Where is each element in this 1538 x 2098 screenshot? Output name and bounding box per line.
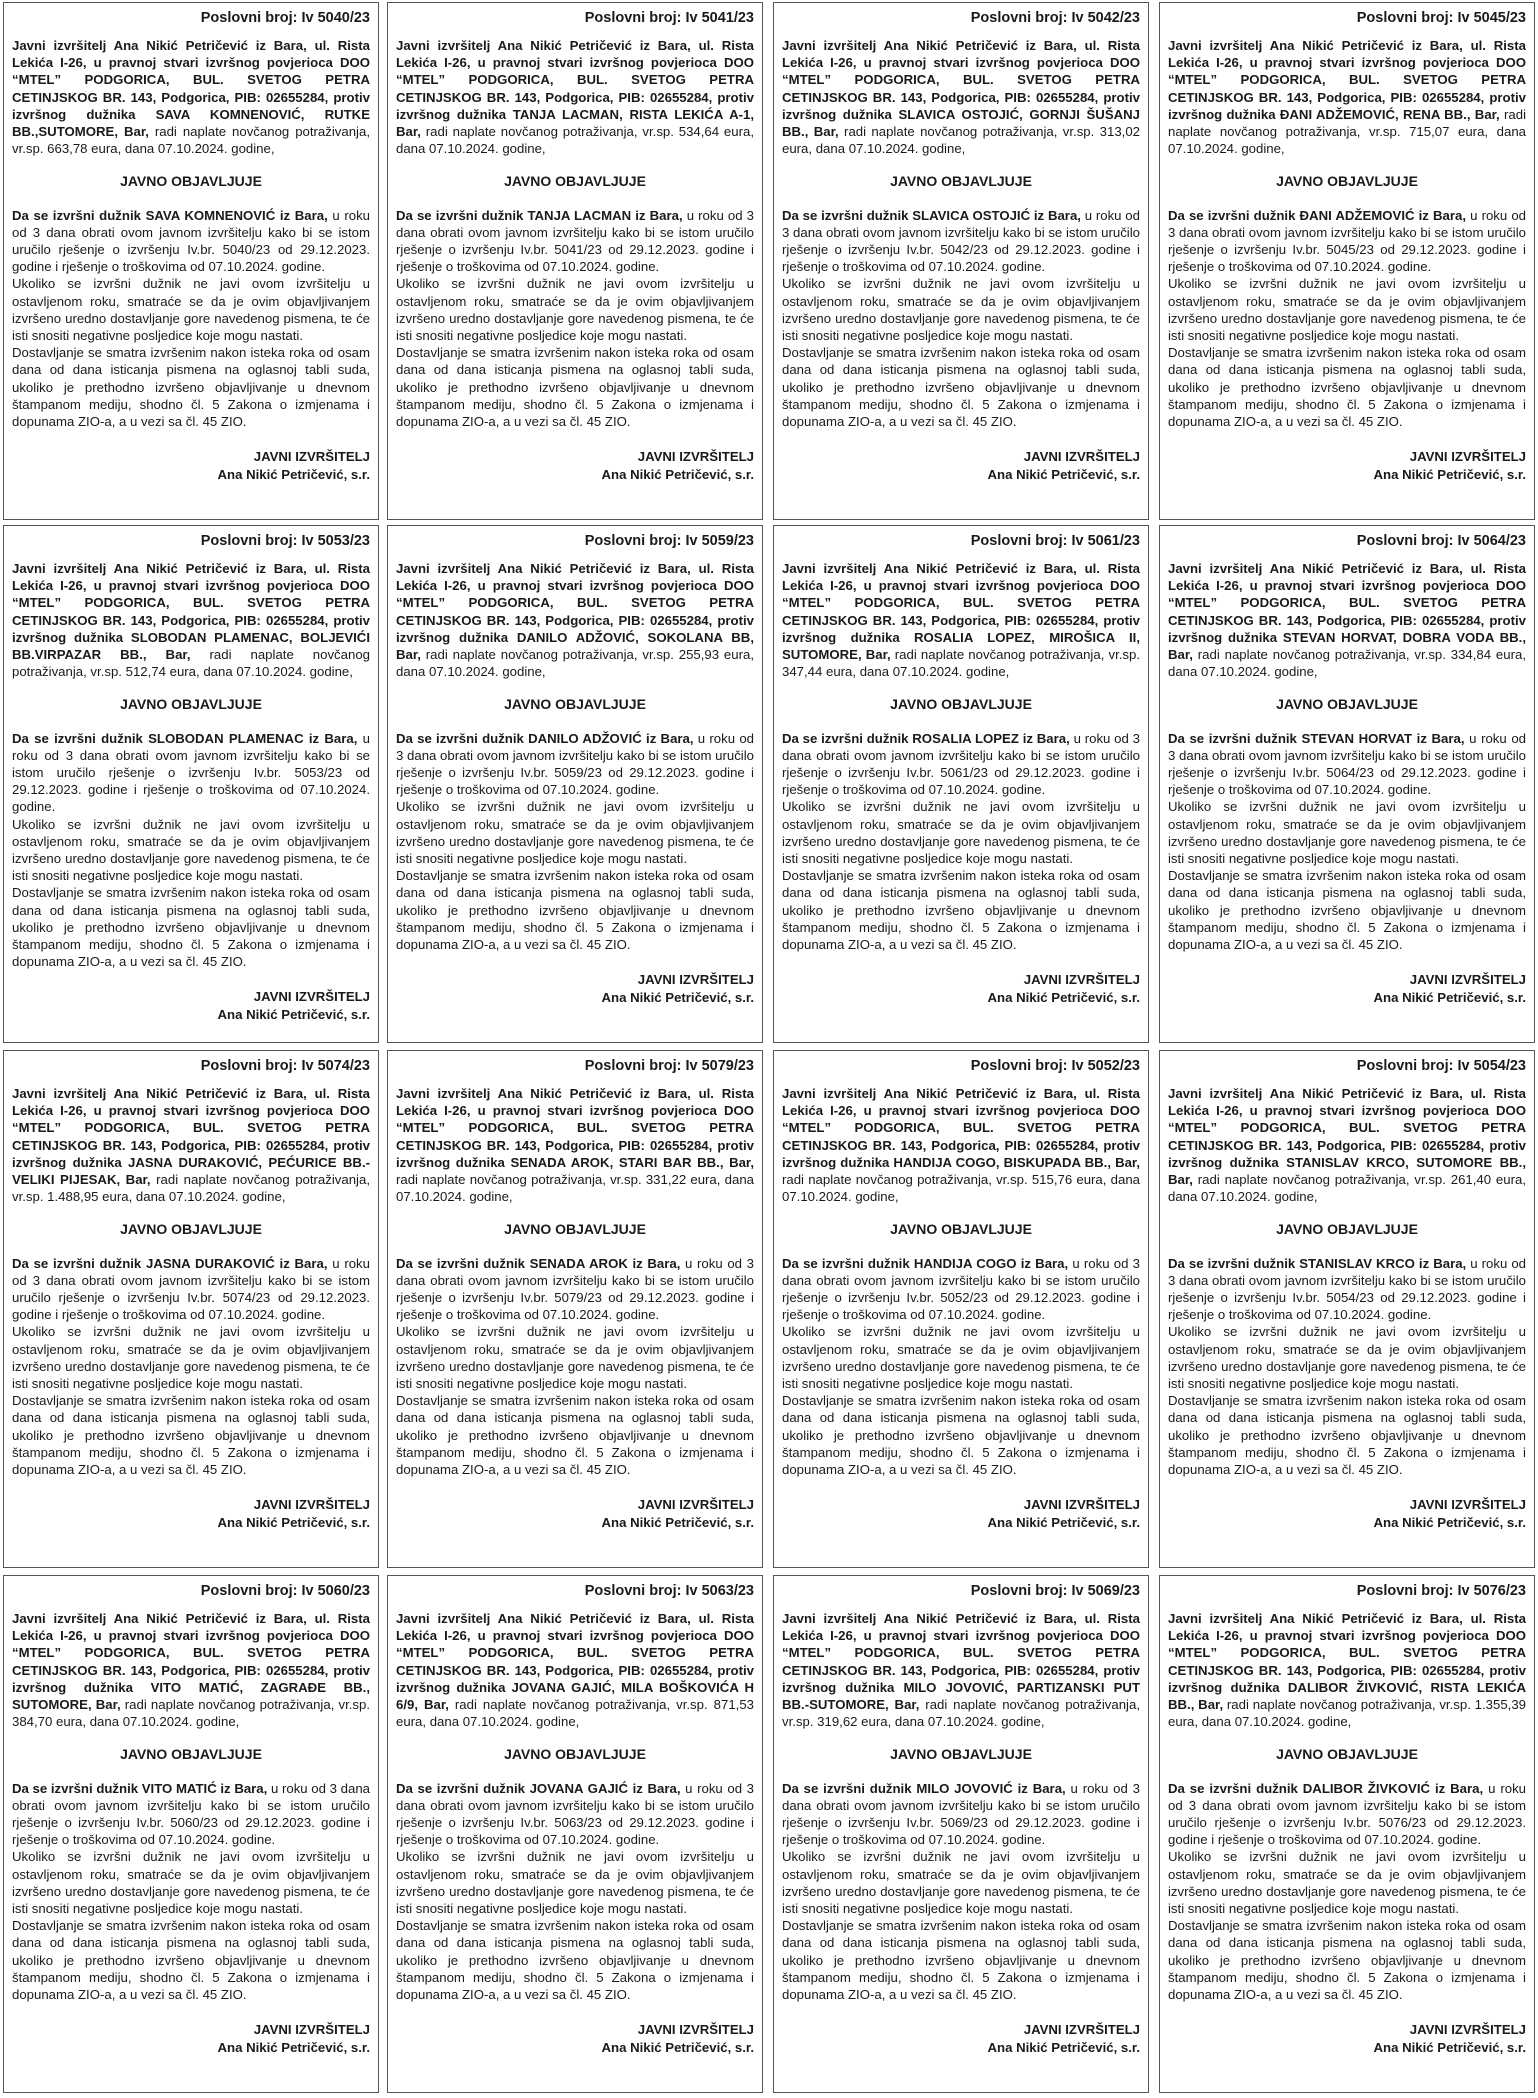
intro-rest: radi naplate novčanog potraživanja, vr.sp. 515,76 eura, dana 07.10.2024. godine, bbox=[782, 1172, 1140, 1205]
notice-heading: JAVNO OBJAVLJUJE bbox=[120, 1221, 262, 1238]
warning-paragraph: Ukoliko se izvršni dužnik ne javi ovom izvršitelju u ostavljenom roku, smatraće se da je ovim objavljivanjem izvršeno uredno dostavljanje gore navedenog pismena, te će isti snositi negativne posljedice koje mogu nastati. bbox=[396, 799, 754, 867]
delivery-paragraph: Dostavljanje se smatra izvršenim nakon isteka roka od osam dana od dana isticanja pismena na oglasnoj tabli suda, ukoliko je prethodno izvršeno objavljivanje u dnevnom štampanom mediju, shodno čl. 5 Zakona o izmjenama i dopunama ZIO-a, a u vezi sa čl. 45 ZIO. bbox=[396, 868, 754, 953]
debtor-bold: Da se izvršni dužnik DANILO ADŽOVIĆ iz Bara, bbox=[396, 730, 694, 746]
debtor-paragraph bbox=[1168, 1255, 1526, 1324]
signature-name: Ana Nikić Petričević, s.r. bbox=[1373, 1515, 1526, 1531]
case-number: Poslovni broj: Iv 5053/23 bbox=[200, 533, 370, 549]
notice-heading: JAVNO OBJAVLJUJE bbox=[1276, 1746, 1418, 1763]
signature bbox=[12, 2021, 370, 2057]
warning-paragraph: Ukoliko se izvršni dužnik ne javi ovom izvršitelju u ostavljenom roku, smatraće se da je ovim objavljivanjem izvršeno uredno dostavljanje gore navedenog pismena, te će isti snositi negativne posljedice koje mogu nastati. bbox=[396, 276, 754, 344]
notice-heading: JAVNO OBJAVLJUJE bbox=[890, 173, 1032, 190]
notice-intro bbox=[12, 1085, 370, 1205]
debtor-bold: Da se izvršni dužnik SLOBODAN PLAMENAC iz Bara, bbox=[12, 730, 358, 746]
signature bbox=[782, 971, 1140, 1007]
notice-heading: JAVNO OBJAVLJUJE bbox=[890, 1221, 1032, 1238]
signature-name: Ana Nikić Petričević, s.r. bbox=[987, 467, 1140, 483]
delivery-paragraph: Dostavljanje se smatra izvršenim nakon isteka roka od osam dana od dana isticanja pismena na oglasnoj tabli suda, ukoliko je prethodno izvršeno objavljivanje u dnevnom štampanom mediju, shodno čl. 5 Zakona o izmjenama i dopunama ZIO-a, a u vezi sa čl. 45 ZIO. bbox=[12, 885, 370, 970]
notice-body bbox=[782, 1255, 1140, 1479]
debtor-paragraph bbox=[12, 730, 370, 816]
debtor-bold: Da se izvršni dužnik STEVAN HORVAT iz Bara, bbox=[1168, 730, 1465, 746]
notice-heading: JAVNO OBJAVLJUJE bbox=[504, 1746, 646, 1763]
delivery-paragraph: Dostavljanje se smatra izvršenim nakon isteka roka od osam dana od dana isticanja pismena na oglasnoj tabli suda, ukoliko je prethodno izvršeno objavljivanje u dnevnom štampanom mediju, shodno čl. 5 Zakona o izmjenama i dopunama ZIO-a, a u vezi sa čl. 45 ZIO. bbox=[396, 1918, 754, 2003]
notice-body bbox=[12, 1255, 370, 1479]
intro-rest: radi naplate novčanog potraživanja, vr.sp. 313,02 eura, dana 07.10.2024. godine, bbox=[782, 124, 1140, 157]
signature-name: Ana Nikić Petričević, s.r. bbox=[601, 2040, 754, 2056]
warning-paragraph: Ukoliko se izvršni dužnik ne javi ovom izvršitelju u ostavljenom roku, smatraće se da je ovim objavljivanjem izvršeno uredno dostavljanje gore navedenog pismena, te će isti snositi negativne posljedice koje mogu nastati. bbox=[1168, 1849, 1526, 1917]
notice-box-9 bbox=[3, 1050, 379, 1568]
notice-heading: JAVNO OBJAVLJUJE bbox=[504, 1221, 646, 1238]
debtor-bold: Da se izvršni dužnik MILO JOVOVIĆ iz Bara, bbox=[782, 1780, 1066, 1796]
delivery-paragraph: Dostavljanje se smatra izvršenim nakon isteka roka od osam dana od dana isticanja pismena na oglasnoj tabli suda, ukoliko je prethodno izvršeno objavljivanje u dnevnom štampanom mediju, shodno čl. 5 Zakona o izmjenama i dopunama ZIO-a, a u vezi sa čl. 45 ZIO. bbox=[12, 1393, 370, 1478]
notice-heading: JAVNO OBJAVLJUJE bbox=[890, 1746, 1032, 1763]
notice-box-15 bbox=[773, 1575, 1149, 2093]
warning-paragraph: Ukoliko se izvršni dužnik ne javi ovom izvršitelju u ostavljenom roku, smatraće se da je ovim objavljivanjem izvršeno uredno dostavljanje gore navedenog pismena, te će isti snositi negativne posljedice koje mogu nastati. bbox=[12, 1324, 370, 1392]
debtor-rest: u roku od 3 dana obrati ovom javnom izvršitelju kako bi se istom uručilo rješenje o izvršenju Iv.br. 5045/23 od 29.12.2023. godine i rješenje o troškovima od 07.10.2024. godine. bbox=[1168, 207, 1527, 275]
signature-name: Ana Nikić Petričević, s.r. bbox=[601, 1515, 754, 1531]
notice-body bbox=[12, 1780, 370, 2004]
notice-intro bbox=[1168, 37, 1526, 157]
debtor-rest: u roku od 3 dana obrati ovom javnom izvršitelju kako bi se istom uručilo rješenje o izvršenju Iv.br. 5064/23 od 29.12.2023. godine i rješenje o troškovima od 07.10.2024. godine. bbox=[1168, 730, 1526, 798]
intro-bold: Javni izvršitelj Ana Nikić Petričević iz Bara, ul. Rista Lekića I-26, u pravnoj stvari izvršnog povjerioca DOO “MTEL” PODGORICA, BUL. SVETOG PETRA CETINJSKOG BR. 143, Podgorica, PIB: 02655284, protiv izvršnog dužnika MILO JOVOVIĆ, PARTIZANSKI PUT BB.-SUTOMORE, Bar, bbox=[782, 1611, 1140, 1713]
intro-rest: radi naplate novčanog potraživanja, vr.sp. 512,74 eura, dana 07.10.2024. godine, bbox=[12, 647, 370, 680]
notice-intro bbox=[396, 37, 754, 157]
debtor-bold: Da se izvršni dužnik ROSALIA LOPEZ iz Bara, bbox=[782, 730, 1070, 746]
signature-title: JAVNI IZVRŠITELJ bbox=[637, 1497, 754, 1513]
notice-intro bbox=[1168, 560, 1526, 680]
notice-intro bbox=[12, 1610, 370, 1730]
notice-box-5 bbox=[3, 525, 379, 1043]
intro-bold: Javni izvršitelj Ana Nikić Petričević iz Bara, ul. Rista Lekića I-26, u pravnoj stvari izvršnog povjerioca DOO “MTEL” PODGORICA, BUL. SVETOG PETRA CETINJSKOG BR. 143, Podgorica, PIB: 02655284, protiv izvršnog dužnika STEVAN HORVAT, DOBRA VODA BB., Bar, bbox=[1168, 561, 1526, 663]
warning-paragraph: Ukoliko se izvršni dužnik ne javi ovom izvršitelju u ostavljenom roku, smatraće se da je ovim objavljivanjem izvršeno uredno dostavljanje gore navedenog pismena, te će isti snositi negativne posljedice koje mogu nastati. bbox=[12, 276, 370, 344]
warning-paragraph: Ukoliko se izvršni dužnik ne javi ovom izvršitelju u ostavljenom roku, smatraće se da je ovim objavljivanjem izvršeno uredno dostavljanje gore navedenog pismena, te će isti snositi negativne posljedice koje mogu nastati. bbox=[396, 1324, 754, 1392]
warning-paragraph: Ukoliko se izvršni dužnik ne javi ovom izvršitelju u ostavljenom roku, smatraće se da je ovim objavljivanjem izvršeno uredno dostavljanje gore navedenog pismena, te će isti snositi negativne posljedice koje mogu nastati. bbox=[782, 1849, 1140, 1917]
debtor-bold: Da se izvršni dužnik DALIBOR ŽIVKOVIĆ iz Bara, bbox=[1168, 1780, 1484, 1796]
notice-body bbox=[782, 1780, 1140, 2004]
delivery-paragraph: Dostavljanje se smatra izvršenim nakon isteka roka od osam dana od dana isticanja pismena na oglasnoj tabli suda, ukoliko je prethodno izvršeno objavljivanje u dnevnom štampanom mediju, shodno čl. 5 Zakona o izmjenama i dopunama ZIO-a, a u vezi sa čl. 45 ZIO. bbox=[782, 345, 1140, 430]
case-number: Poslovni broj: Iv 5076/23 bbox=[1356, 1583, 1526, 1599]
case-number: Poslovni broj: Iv 5054/23 bbox=[1356, 1058, 1526, 1074]
signature-name: Ana Nikić Petričević, s.r. bbox=[601, 990, 754, 1006]
debtor-bold: Da se izvršni dužnik ĐANI ADŽEMOVIĆ iz Bara, bbox=[1168, 207, 1466, 223]
signature-title: JAVNI IZVRŠITELJ bbox=[253, 1497, 370, 1513]
signature-title: JAVNI IZVRŠITELJ bbox=[1409, 1497, 1526, 1513]
intro-bold: Javni izvršitelj Ana Nikić Petričević iz Bara, ul. Rista Lekića I-26, u pravnoj stvari izvršnog povjerioca DOO “MTEL” PODGORICA, BUL. SVETOG PETRA CETINJSKOG BR. 143, Podgorica, PIB: 02655284, protiv izvršnog dužnika JOVANA GAJIĆ, MILA BOŠKOVIĆA H 6/9, Bar, bbox=[396, 1611, 754, 1713]
notice-heading: JAVNO OBJAVLJUJE bbox=[504, 173, 646, 190]
signature bbox=[396, 448, 754, 484]
signature bbox=[782, 1496, 1140, 1532]
case-number: Poslovni broj: Iv 5069/23 bbox=[970, 1583, 1140, 1599]
debtor-paragraph bbox=[1168, 730, 1526, 799]
intro-bold: Javni izvršitelj Ana Nikić Petričević iz Bara, ul. Rista Lekića I-26, u pravnoj stvari izvršnog povjerioca DOO “MTEL” PODGORICA, BUL. SVETOG PETRA CETINJSKOG BR. 143, Podgorica, PIB: 02655284, protiv izvršnog dužnika DALIBOR ŽIVKOVIĆ, RISTA LEKIĆA BB., Bar, bbox=[1168, 1611, 1526, 1713]
notice-intro bbox=[396, 1610, 754, 1730]
signature bbox=[396, 1496, 754, 1532]
debtor-paragraph bbox=[12, 1780, 370, 1849]
notice-heading: JAVNO OBJAVLJUJE bbox=[504, 696, 646, 713]
notice-body bbox=[396, 730, 754, 954]
notice-box-3 bbox=[773, 2, 1149, 520]
notice-box-7 bbox=[773, 525, 1149, 1043]
delivery-paragraph: Dostavljanje se smatra izvršenim nakon isteka roka od osam dana od dana isticanja pismena na oglasnoj tabli suda, ukoliko je prethodno izvršeno objavljivanje u dnevnom štampanom mediju, shodno čl. 5 Zakona o izmjenama i dopunama ZIO-a, a u vezi sa čl. 45 ZIO. bbox=[396, 1393, 754, 1478]
notice-body bbox=[1168, 730, 1526, 954]
debtor-bold: Da se izvršni dužnik STANISLAV KRCO iz Bara, bbox=[1168, 1255, 1467, 1271]
signature bbox=[12, 448, 370, 484]
notice-box-4 bbox=[1159, 2, 1535, 520]
notice-body bbox=[396, 207, 754, 431]
signature-title: JAVNI IZVRŠITELJ bbox=[253, 449, 370, 465]
intro-bold: Javni izvršitelj Ana Nikić Petričević iz Bara, ul. Rista Lekića I-26, u pravnoj stvari izvršnog povjerioca DOO “MTEL” PODGORICA, BUL. SVETOG PETRA CETINJSKOG BR. 143, Podgorica, PIB: 02655284, protiv izvršnog dužnika ROSALIA LOPEZ, MIROŠICA II, SUTOMORE, Bar, bbox=[782, 561, 1140, 663]
signature-name: Ana Nikić Petričević, s.r. bbox=[987, 2040, 1140, 2056]
intro-bold: Javni izvršitelj Ana Nikić Petričević iz Bara, ul. Rista Lekića I-26, u pravnoj stvari izvršnog povjerioca DOO “MTEL” PODGORICA, BUL. SVETOG PETRA CETINJSKOG BR. 143, Podgorica, PIB: 02655284, protiv izvršnog dužnika SAVA KOMNENOVIĆ, RUTKE BB.,SUTOMORE, Bar, bbox=[12, 38, 370, 140]
signature-name: Ana Nikić Petričević, s.r. bbox=[601, 467, 754, 483]
debtor-bold: Da se izvršni dužnik JASNA DURAKOVIĆ iz Bara, bbox=[12, 1255, 328, 1271]
warning-paragraph: Ukoliko se izvršni dužnik ne javi ovom izvršitelju u ostavljenom roku, smatraće se da je ovim objavljivanjem izvršeno uredno dostavljanje gore navedenog pismena, te će isti snositi negativne posljedice koje mogu nastati. bbox=[782, 799, 1140, 867]
notice-body bbox=[396, 1780, 754, 2004]
debtor-paragraph bbox=[782, 730, 1140, 799]
notice-body bbox=[1168, 207, 1526, 431]
intro-rest: radi naplate novčanog potraživanja, vr.sp. 1.488,95 eura, dana 07.10.2024. godine, bbox=[12, 1172, 370, 1205]
delivery-paragraph: Dostavljanje se smatra izvršenim nakon isteka roka od osam dana od dana isticanja pismena na oglasnoj tabli suda, ukoliko je prethodno izvršeno objavljivanje u dnevnom štampanom mediju, shodno čl. 5 Zakona o izmjenama i dopunama ZIO-a, a u vezi sa čl. 45 ZIO. bbox=[12, 345, 370, 430]
intro-rest: radi naplate novčanog potraživanja, vr.sp. 1.355,39 eura, dana 07.10.2024. godine, bbox=[1168, 1697, 1526, 1730]
intro-rest: radi naplate novčanog potraživanja, vr.sp. 384,70 eura, dana 07.10.2024. godine, bbox=[12, 1697, 370, 1730]
notice-intro bbox=[396, 1085, 754, 1205]
signature-name: Ana Nikić Petričević, s.r. bbox=[1373, 990, 1526, 1006]
signature-title: JAVNI IZVRŠITELJ bbox=[637, 972, 754, 988]
case-number: Poslovni broj: Iv 5059/23 bbox=[584, 533, 754, 549]
notice-heading: JAVNO OBJAVLJUJE bbox=[120, 696, 262, 713]
delivery-paragraph: Dostavljanje se smatra izvršenim nakon isteka roka od osam dana od dana isticanja pismena na oglasnoj tabli suda, ukoliko je prethodno izvršeno objavljivanje u dnevnom štampanom mediju, shodno čl. 5 Zakona o izmjenama i dopunama ZIO-a, a u vezi sa čl. 45 ZIO. bbox=[782, 868, 1140, 953]
notice-heading: JAVNO OBJAVLJUJE bbox=[120, 173, 262, 190]
signature-title: JAVNI IZVRŠITELJ bbox=[1409, 2022, 1526, 2038]
notice-body bbox=[782, 207, 1140, 431]
signature bbox=[12, 988, 370, 1024]
signature-title: JAVNI IZVRŠITELJ bbox=[637, 2022, 754, 2038]
warning-paragraph: Ukoliko se izvršni dužnik ne javi ovom izvršitelju u ostavljenom roku, smatraće se da je ovim objavljivanjem izvršeno uredno dostavljanje gore navedenog pismena, te će isti snositi negativne posljedice koje mogu nastati. bbox=[1168, 1324, 1526, 1392]
debtor-paragraph bbox=[1168, 1780, 1526, 1849]
debtor-rest: u roku od 3 dana obrati ovom javnom izvršitelju kako bi se istom uručilo rješenje o izvršenju Iv.br. 5076/23 od 29.12.2023. godine i rješenje o troškovima od 07.10.2024. godine. bbox=[1168, 1780, 1526, 1848]
notice-box-12 bbox=[1159, 1050, 1535, 1568]
case-number: Poslovni broj: Iv 5041/23 bbox=[584, 10, 754, 26]
notice-body bbox=[1168, 1780, 1526, 2004]
signature-title: JAVNI IZVRŠITELJ bbox=[1023, 1497, 1140, 1513]
delivery-paragraph: Dostavljanje se smatra izvršenim nakon isteka roka od osam dana od dana isticanja pismena na oglasnoj tabli suda, ukoliko je prethodno izvršeno objavljivanje u dnevnom štampanom mediju, shodno čl. 5 Zakona o izmjenama i dopunama ZIO-a, a u vezi sa čl. 45 ZIO. bbox=[1168, 1918, 1526, 2003]
signature bbox=[1168, 2021, 1526, 2057]
notice-intro bbox=[1168, 1085, 1526, 1205]
intro-rest: radi naplate novčanog potraživanja, vr.sp. 534,64 eura, dana 07.10.2024. godine, bbox=[396, 124, 754, 157]
case-number: Poslovni broj: Iv 5063/23 bbox=[584, 1583, 754, 1599]
notice-box-11 bbox=[773, 1050, 1149, 1568]
debtor-paragraph bbox=[396, 207, 754, 276]
notice-intro bbox=[396, 560, 754, 680]
notice-body bbox=[396, 1255, 754, 1479]
signature-name: Ana Nikić Petričević, s.r. bbox=[987, 990, 1140, 1006]
debtor-rest: u roku od 3 dana obrati ovom javnom izvršitelju kako bi se istom uručilo rješenje o izvršenju Iv.br. 5060/23 od 29.12.2023. godine i rješenje o troškovima od 07.10.2024. godine. bbox=[12, 1780, 370, 1848]
intro-rest: radi naplate novčanog potraživanja, vr.sp. 261,40 eura, dana 07.10.2024. godine, bbox=[1168, 1172, 1526, 1205]
delivery-paragraph: Dostavljanje se smatra izvršenim nakon isteka roka od osam dana od dana isticanja pismena na oglasnoj tabli suda, ukoliko je prethodno izvršeno objavljivanje u dnevnom štampanom mediju, shodno čl. 5 Zakona o izmjenama i dopunama ZIO-a, a u vezi sa čl. 45 ZIO. bbox=[1168, 1393, 1526, 1478]
debtor-rest: u roku od 3 dana obrati ovom javnom izvršitelju kako bi se istom uručilo rješenje o izvršenju Iv.br. 5061/23 od 29.12.2023. godine i rješenje o troškovima od 07.10.2024. godine. bbox=[782, 730, 1140, 798]
debtor-bold: Da se izvršni dužnik HANDIJA COGO iz Bara, bbox=[782, 1255, 1069, 1271]
debtor-rest: u roku od 3 dana obrati ovom javnom izvršitelju kako bi se istom uručilo rješenje o izvršenju Iv.br. 5042/23 od 29.12.2023. godine i rješenje o troškovima od 07.10.2024. godine. bbox=[782, 207, 1140, 275]
intro-bold: Javni izvršitelj Ana Nikić Petričević iz Bara, ul. Rista Lekića I-26, u pravnoj stvari izvršnog povjerioca DOO “MTEL” PODGORICA, BUL. SVETOG PETRA CETINJSKOG BR. 143, Podgorica, PIB: 02655284, protiv izvršnog dužnika STANISLAV KRCO, SUTOMORE BB., Bar, bbox=[1168, 1086, 1526, 1188]
case-number: Poslovni broj: Iv 5042/23 bbox=[970, 10, 1140, 26]
debtor-paragraph bbox=[12, 207, 370, 276]
signature-name: Ana Nikić Petričević, s.r. bbox=[217, 1007, 370, 1023]
notice-heading: JAVNO OBJAVLJUJE bbox=[1276, 1221, 1418, 1238]
signature bbox=[396, 2021, 754, 2057]
debtor-bold: Da se izvršni dužnik VITO MATIĆ iz Bara, bbox=[12, 1780, 268, 1796]
notice-heading: JAVNO OBJAVLJUJE bbox=[120, 1746, 262, 1763]
intro-bold: Javni izvršitelj Ana Nikić Petričević iz Bara, ul. Rista Lekića I-26, u pravnoj stvari izvršnog povjerioca DOO “MTEL” PODGORICA, BUL. SVETOG PETRA CETINJSKOG BR. 143, Podgorica, PIB: 02655284, protiv izvršnog dužnika DANILO ADŽOVIĆ, SOKOLANA BB, Bar, bbox=[396, 561, 754, 663]
signature-name: Ana Nikić Petričević, s.r. bbox=[217, 2040, 370, 2056]
notice-box-8 bbox=[1159, 525, 1535, 1043]
debtor-rest: u roku od 3 dana obrati ovom javnom izvršitelju kako bi se istom uručilo rješenje o izvršenju Iv.br. 5059/23 od 29.12.2023. godine i rješenje o troškovima od 07.10.2024. godine. bbox=[396, 730, 754, 798]
signature-name: Ana Nikić Petričević, s.r. bbox=[1373, 467, 1526, 483]
debtor-paragraph bbox=[782, 1255, 1140, 1324]
signature bbox=[12, 1496, 370, 1532]
debtor-paragraph bbox=[396, 730, 754, 799]
case-number: Poslovni broj: Iv 5064/23 bbox=[1356, 533, 1526, 549]
intro-rest: radi naplate novčanog potraživanja, vr.sp. 347,44 eura, dana 07.10.2024. godine, bbox=[782, 647, 1140, 680]
intro-rest: radi naplate novčanog potraživanja, vr.sp. 255,93 eura, dana 07.10.2024. godine, bbox=[396, 647, 754, 680]
case-number: Poslovni broj: Iv 5045/23 bbox=[1356, 10, 1526, 26]
notice-body bbox=[12, 207, 370, 431]
debtor-bold: Da se izvršni dužnik SAVA KOMNENOVIĆ iz Bara, bbox=[12, 207, 328, 223]
signature-title: JAVNI IZVRŠITELJ bbox=[1409, 449, 1526, 465]
warning-paragraph: Ukoliko se izvršni dužnik ne javi ovom izvršitelju u ostavljenom roku, smatraće se da je ovim objavljivanjem izvršeno uredno dostavljanje gore navedenog pismena, te će isti snositi negativne posljedice koje mogu nastati. bbox=[782, 1324, 1140, 1392]
notice-box-14 bbox=[387, 1575, 763, 2093]
delivery-paragraph: Dostavljanje se smatra izvršenim nakon isteka roka od osam dana od dana isticanja pismena na oglasnoj tabli suda, ukoliko je prethodno izvršeno objavljivanje u dnevnom štampanom mediju, shodno čl. 5 Zakona o izmjenama i dopunama ZIO-a, a u vezi sa čl. 45 ZIO. bbox=[782, 1918, 1140, 2003]
delivery-paragraph: Dostavljanje se smatra izvršenim nakon isteka roka od osam dana od dana isticanja pismena na oglasnoj tabli suda, ukoliko je prethodno izvršeno objavljivanje u dnevnom štampanom mediju, shodno čl. 5 Zakona o izmjenama i dopunama ZIO-a, a u vezi sa čl. 45 ZIO. bbox=[396, 345, 754, 430]
intro-bold: Javni izvršitelj Ana Nikić Petričević iz Bara, ul. Rista Lekića I-26, u pravnoj stvari izvršnog povjerioca DOO “MTEL” PODGORICA, BUL. SVETOG PETRA CETINJSKOG BR. 143, Podgorica, PIB: 02655284, protiv izvršnog dužnika SLOBODAN PLAMENAC, BOLJEVIĆI BB.VIRPAZAR BB., Bar, bbox=[12, 561, 370, 663]
signature-title: JAVNI IZVRŠITELJ bbox=[637, 449, 754, 465]
delivery-paragraph: Dostavljanje se smatra izvršenim nakon isteka roka od osam dana od dana isticanja pismena na oglasnoj tabli suda, ukoliko je prethodno izvršeno objavljivanje u dnevnom štampanom mediju, shodno čl. 5 Zakona o izmjenama i dopunama ZIO-a, a u vezi sa čl. 45 ZIO. bbox=[782, 1393, 1140, 1478]
intro-bold: Javni izvršitelj Ana Nikić Petričević iz Bara, ul. Rista Lekića I-26, u pravnoj stvari izvršnog povjerioca DOO “MTEL” PODGORICA, BUL. SVETOG PETRA CETINJSKOG BR. 143, Podgorica, PIB: 02655284, protiv izvršnog dužnika VITO MATIĆ, ZAGRAĐE BB., SUTOMORE, Bar, bbox=[12, 1611, 370, 1713]
signature-title: JAVNI IZVRŠITELJ bbox=[1409, 972, 1526, 988]
debtor-bold: Da se izvršni dužnik SENADA AROK iz Bara, bbox=[396, 1255, 681, 1271]
intro-rest: radi naplate novčanog potraživanja, vr.sp. 319,62 eura, dana 07.10.2024. godine, bbox=[782, 1697, 1140, 1730]
debtor-rest: u roku od 3 dana obrati ovom javnom izvršitelju kako bi se istom uručilo rješenje o izvršenju Iv.br. 5079/23 od 29.12.2023. godine i rješenje o troškovima od 07.10.2024. godine. bbox=[396, 1255, 754, 1323]
debtor-paragraph bbox=[396, 1255, 754, 1324]
debtor-bold: Da se izvršni dužnik JOVANA GAJIĆ iz Bara, bbox=[396, 1780, 681, 1796]
case-number: Poslovni broj: Iv 5079/23 bbox=[584, 1058, 754, 1074]
signature-title: JAVNI IZVRŠITELJ bbox=[1023, 972, 1140, 988]
warning-paragraph: Ukoliko se izvršni dužnik ne javi ovom izvršitelju u ostavljenom roku, smatraće se da je ovim objavljivanjem izvršeno uredno dostavljanje gore navedenog pismena, te će isti snositi negativne posljedice koje mogu nastati. bbox=[12, 816, 370, 884]
debtor-rest: u roku od 3 dana obrati ovom javnom izvršitelju kako bi se istom uručilo rješenje o izvršenju Iv.br. 5069/23 od 29.12.2023. godine i rješenje o troškovima od 07.10.2024. godine. bbox=[782, 1780, 1141, 1848]
case-number: Poslovni broj: Iv 5061/23 bbox=[970, 533, 1140, 549]
intro-bold: Javni izvršitelj Ana Nikić Petričević iz Bara, ul. Rista Lekića I-26, u pravnoj stvari izvršnog povjerioca DOO “MTEL” PODGORICA, BUL. SVETOG PETRA CETINJSKOG BR. 143, Podgorica, PIB: 02655284, protiv izvršnog dužnika ĐANI ADŽEMOVIĆ, RENA BB., Bar, bbox=[1168, 38, 1526, 122]
case-number: Poslovni broj: Iv 5060/23 bbox=[200, 1583, 370, 1599]
intro-rest: radi naplate novčanog potraživanja, vr.sp. 663,78 eura, dana 07.10.2024. godine, bbox=[12, 124, 370, 157]
intro-bold: Javni izvršitelj Ana Nikić Petričević iz Bara, ul. Rista Lekića I-26, u pravnoj stvari izvršnog povjerioca DOO “MTEL” PODGORICA, BUL. SVETOG PETRA CETINJSKOG BR. 143, Podgorica, PIB: 02655284, protiv izvršnog dužnika JASNA DURAKOVIĆ, PEĆURICE BB.-VELIKI PIJESAK, Bar, bbox=[12, 1086, 370, 1188]
signature bbox=[1168, 971, 1526, 1007]
signature bbox=[782, 448, 1140, 484]
delivery-paragraph: Dostavljanje se smatra izvršenim nakon isteka roka od osam dana od dana isticanja pismena na oglasnoj tabli suda, ukoliko je prethodno izvršeno objavljivanje u dnevnom štampanom mediju, shodno čl. 5 Zakona o izmjenama i dopunama ZIO-a, a u vezi sa čl. 45 ZIO. bbox=[1168, 345, 1526, 430]
notice-body bbox=[782, 730, 1140, 954]
notice-box-16 bbox=[1159, 1575, 1535, 2093]
notice-box-6 bbox=[387, 525, 763, 1043]
intro-bold: Javni izvršitelj Ana Nikić Petričević iz Bara, ul. Rista Lekića I-26, u pravnoj stvari izvršnog povjerioca DOO “MTEL” PODGORICA, BUL. SVETOG PETRA CETINJSKOG BR. 143, Podgorica, PIB: 02655284, protiv izvršnog dužnika SENADA AROK, STARI BAR BB., Bar, bbox=[396, 1086, 754, 1170]
delivery-paragraph: Dostavljanje se smatra izvršenim nakon isteka roka od osam dana od dana isticanja pismena na oglasnoj tabli suda, ukoliko je prethodno izvršeno objavljivanje u dnevnom štampanom mediju, shodno čl. 5 Zakona o izmjenama i dopunama ZIO-a, a u vezi sa čl. 45 ZIO. bbox=[1168, 868, 1526, 953]
signature bbox=[396, 971, 754, 1007]
debtor-rest: u roku od 3 dana obrati ovom javnom izvršitelju kako bi se istom uručilo rješenje o izvršenju Iv.br. 5041/23 od 29.12.2023. godine i rješenje o troškovima od 07.10.2024. godine. bbox=[396, 207, 754, 275]
warning-paragraph: Ukoliko se izvršni dužnik ne javi ovom izvršitelju u ostavljenom roku, smatraće se da je ovim objavljivanjem izvršeno uredno dostavljanje gore navedenog pismena, te će isti snositi negativne posljedice koje mogu nastati. bbox=[782, 276, 1140, 344]
debtor-rest: u roku od 3 dana obrati ovom javnom izvršitelju kako bi se istom uručilo rješenje o izvršenju Iv.br. 5063/23 od 29.12.2023. godine i rješenje o troškovima od 07.10.2024. godine. bbox=[396, 1780, 754, 1848]
notice-heading: JAVNO OBJAVLJUJE bbox=[1276, 696, 1418, 713]
notice-heading: JAVNO OBJAVLJUJE bbox=[1276, 173, 1418, 190]
intro-bold: Javni izvršitelj Ana Nikić Petričević iz Bara, ul. Rista Lekića I-26, u pravnoj stvari izvršnog povjerioca DOO “MTEL” PODGORICA, BUL. SVETOG PETRA CETINJSKOG BR. 143, Podgorica, PIB: 02655284, protiv izvršnog dužnika SLAVICA OSTOJIĆ, GORNJI ŠUŠANJ BB., Bar, bbox=[782, 38, 1140, 140]
signature-name: Ana Nikić Petričević, s.r. bbox=[1373, 2040, 1526, 2056]
signature-name: Ana Nikić Petričević, s.r. bbox=[217, 467, 370, 483]
notice-intro bbox=[1168, 1610, 1526, 1730]
notice-box-1 bbox=[3, 2, 379, 520]
debtor-rest: u roku od 3 dana obrati ovom javnom izvršitelju kako bi se istom uručilo rješenje o izvršenju Iv.br. 5054/23 od 29.12.2023. godine i rješenje o troškovima od 07.10.2024. godine. bbox=[1168, 1255, 1527, 1323]
signature-name: Ana Nikić Petričević, s.r. bbox=[217, 1515, 370, 1531]
notice-box-13 bbox=[3, 1575, 379, 2093]
debtor-paragraph bbox=[396, 1780, 754, 1849]
notice-intro bbox=[782, 1610, 1140, 1730]
notice-box-10 bbox=[387, 1050, 763, 1568]
notice-intro bbox=[782, 37, 1140, 157]
signature-title: JAVNI IZVRŠITELJ bbox=[253, 989, 370, 1005]
debtor-paragraph bbox=[782, 207, 1140, 276]
signature-title: JAVNI IZVRŠITELJ bbox=[1023, 2022, 1140, 2038]
case-number: Poslovni broj: Iv 5074/23 bbox=[200, 1058, 370, 1074]
notice-body bbox=[12, 730, 370, 971]
warning-paragraph: Ukoliko se izvršni dužnik ne javi ovom izvršitelju u ostavljenom roku, smatraće se da je ovim objavljivanjem izvršeno uredno dostavljanje gore navedenog pismena, te će isti snositi negativne posljedice koje mogu nastati. bbox=[396, 1849, 754, 1917]
notice-intro bbox=[782, 560, 1140, 680]
delivery-paragraph: Dostavljanje se smatra izvršenim nakon isteka roka od osam dana od dana isticanja pismena na oglasnoj tabli suda, ukoliko je prethodno izvršeno objavljivanje u dnevnom štampanom mediju, shodno čl. 5 Zakona o izmjenama i dopunama ZIO-a, a u vezi sa čl. 45 ZIO. bbox=[12, 1918, 370, 2003]
warning-paragraph: Ukoliko se izvršni dužnik ne javi ovom izvršitelju u ostavljenom roku, smatraće se da je ovim objavljivanjem izvršeno uredno dostavljanje gore navedenog pismena, te će isti snositi negativne posljedice koje mogu nastati. bbox=[12, 1849, 370, 1917]
notice-heading: JAVNO OBJAVLJUJE bbox=[890, 696, 1032, 713]
case-number: Poslovni broj: Iv 5052/23 bbox=[970, 1058, 1140, 1074]
debtor-rest: u roku od 3 dana obrati ovom javnom izvršitelju kako bi se istom uručilo rješenje o izvršenju Iv.br. 5052/23 od 29.12.2023. godine i rješenje o troškovima od 07.10.2024. godine. bbox=[782, 1255, 1140, 1323]
intro-rest: radi naplate novčanog potraživanja, vr.sp. 331,22 eura, dana 07.10.2024. godine, bbox=[396, 1172, 754, 1205]
intro-rest: radi naplate novčanog potraživanja, vr.sp. 715,07 eura, dana 07.10.2024. godine, bbox=[1168, 106, 1527, 157]
case-number: Poslovni broj: Iv 5040/23 bbox=[200, 10, 370, 26]
debtor-bold: Da se izvršni dužnik TANJA LACMAN iz Bara, bbox=[396, 207, 683, 223]
debtor-paragraph bbox=[782, 1780, 1140, 1849]
notice-intro bbox=[12, 560, 370, 680]
intro-bold: Javni izvršitelj Ana Nikić Petričević iz Bara, ul. Rista Lekića I-26, u pravnoj stvari izvršnog povjerioca DOO “MTEL” PODGORICA, BUL. SVETOG PETRA CETINJSKOG BR. 143, Podgorica, PIB: 02655284, protiv izvršnog dužnika TANJA LACMAN, RISTA LEKIĆA A-1, Bar, bbox=[396, 38, 754, 140]
debtor-rest: u roku od 3 dana obrati ovom javnom izvršitelju kako bi se istom uručilo rješenje o izvršenju Iv.br. 5053/23 od 29.12.2023. godine i rješenje o troškovima od 07.10.2024. godine. bbox=[12, 730, 370, 815]
notice-intro bbox=[782, 1085, 1140, 1205]
warning-paragraph: Ukoliko se izvršni dužnik ne javi ovom izvršitelju u ostavljenom roku, smatraće se da je ovim objavljivanjem izvršeno uredno dostavljanje gore navedenog pismena, te će isti snositi negativne posljedice koje mogu nastati. bbox=[1168, 799, 1526, 867]
signature bbox=[1168, 1496, 1526, 1532]
debtor-bold: Da se izvršni dužnik SLAVICA OSTOJIĆ iz Bara, bbox=[782, 207, 1081, 223]
signature bbox=[782, 2021, 1140, 2057]
signature-title: JAVNI IZVRŠITELJ bbox=[253, 2022, 370, 2038]
warning-paragraph: Ukoliko se izvršni dužnik ne javi ovom izvršitelju u ostavljenom roku, smatraće se da je ovim objavljivanjem izvršeno uredno dostavljanje gore navedenog pismena, te će isti snositi negativne posljedice koje mogu nastati. bbox=[1168, 276, 1526, 344]
intro-bold: Javni izvršitelj Ana Nikić Petričević iz Bara, ul. Rista Lekića I-26, u pravnoj stvari izvršnog povjerioca DOO “MTEL” PODGORICA, BUL. SVETOG PETRA CETINJSKOG BR. 143, Podgorica, PIB: 02655284, protiv izvršnog dužnika HANDIJA COGO, BISKUPADA BB., Bar, bbox=[782, 1086, 1140, 1170]
notice-intro bbox=[12, 37, 370, 157]
signature bbox=[1168, 448, 1526, 484]
debtor-rest: u roku od 3 dana obrati ovom javnom izvršitelju kako bi se istom uručilo rješenje o izvršenju Iv.br. 5074/23 od 29.12.2023. godine i rješenje o troškovima od 07.10.2024. godine. bbox=[12, 1255, 370, 1323]
notice-box-2 bbox=[387, 2, 763, 520]
signature-name: Ana Nikić Petričević, s.r. bbox=[987, 1515, 1140, 1531]
debtor-rest: u roku od 3 dana obrati ovom javnom izvršitelju kako bi se istom uručilo rješenje o izvršenju Iv.br. 5040/23 od 29.12.2023. godine i rješenje o troškovima od 07.10.2024. godine. bbox=[12, 207, 370, 275]
debtor-paragraph bbox=[12, 1255, 370, 1324]
intro-rest: radi naplate novčanog potraživanja, vr.sp. 334,84 eura, dana 07.10.2024. godine, bbox=[1168, 647, 1526, 680]
signature-title: JAVNI IZVRŠITELJ bbox=[1023, 449, 1140, 465]
debtor-paragraph bbox=[1168, 207, 1526, 276]
intro-rest: radi naplate novčanog potraživanja, vr.sp. 871,53 eura, dana 07.10.2024. godine, bbox=[396, 1697, 754, 1730]
notice-body bbox=[1168, 1255, 1526, 1479]
